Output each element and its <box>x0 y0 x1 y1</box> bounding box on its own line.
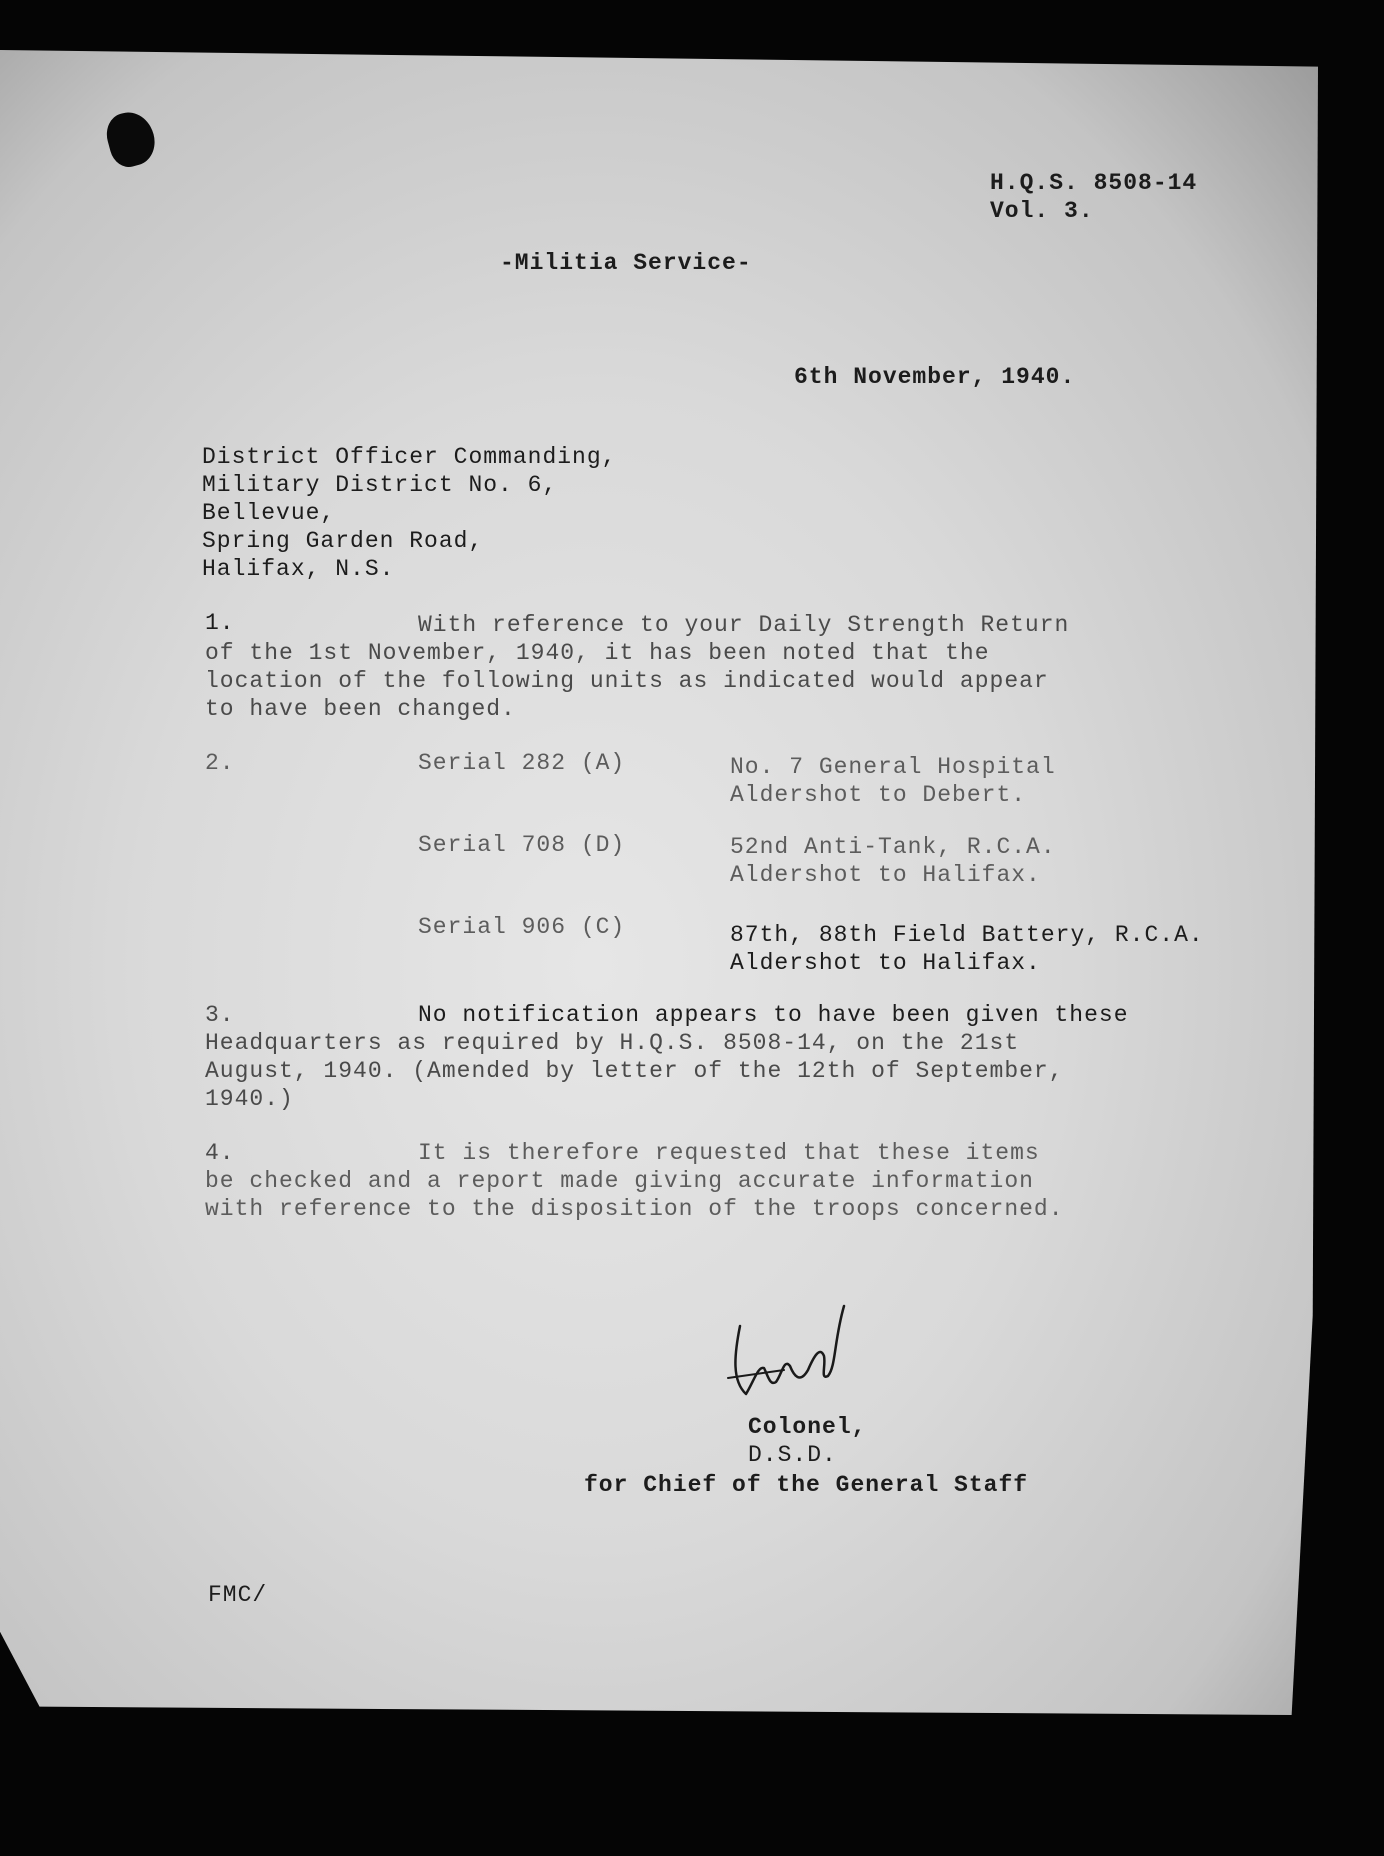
paragraph-line: With reference to your Daily Strength Return <box>418 612 1070 638</box>
unit-move: Aldershot to Halifax. <box>730 950 1041 976</box>
document-heading: -Militia Service- <box>500 250 752 276</box>
address-line: Halifax, N.S. <box>202 556 395 582</box>
paragraph-line: Headquarters as required by H.Q.S. 8508-14, on the 21st <box>205 1030 1020 1056</box>
unit-move: Aldershot to Halifax. <box>730 862 1041 888</box>
serial-number: Serial 282 (A) <box>418 750 626 776</box>
unit-move: Aldershot to Debert. <box>730 782 1027 808</box>
serial-number: Serial 906 (C) <box>418 914 626 940</box>
signature-office: D.S.D. <box>748 1442 837 1468</box>
letter-date: 6th November, 1940. <box>794 364 1076 390</box>
signature-rank: Colonel, <box>748 1414 867 1440</box>
handwritten-signature <box>724 1296 854 1406</box>
file-reference-line1: H.Q.S. 8508-14 <box>990 170 1198 196</box>
unit-name: 87th, 88th Field Battery, R.C.A. <box>730 922 1204 948</box>
paragraph-line: be checked and a report made giving accurate information <box>205 1168 1034 1194</box>
paragraph-line: No notification appears to have been given these <box>418 1002 1129 1028</box>
unit-name: No. 7 General Hospital <box>730 754 1056 780</box>
paragraph-line: with reference to the disposition of the troops concerned. <box>205 1196 1064 1222</box>
file-reference-line2: Vol. 3. <box>990 198 1094 224</box>
address-line: Bellevue, <box>202 500 336 526</box>
paragraph-line: It is therefore requested that these items <box>418 1140 1040 1166</box>
paragraph-number: 4. <box>205 1140 235 1166</box>
address-line: District Officer Commanding, <box>202 444 617 470</box>
paragraph-line: August, 1940. (Amended by letter of the 12th of September, <box>205 1058 1064 1084</box>
paragraph-number: 2. <box>205 750 235 776</box>
paragraph-number: 3. <box>205 1002 235 1028</box>
address-line: Military District No. 6, <box>202 472 558 498</box>
paragraph-line: 1940.) <box>205 1086 294 1112</box>
paragraph-line: location of the following units as indicated would appear <box>205 668 1049 694</box>
address-line: Spring Garden Road, <box>202 528 484 554</box>
serial-number: Serial 708 (D) <box>418 832 626 858</box>
paragraph-number: 1. <box>205 610 235 636</box>
document-page <box>0 50 1318 1715</box>
paragraph-line: of the 1st November, 1940, it has been noted that the <box>205 640 990 666</box>
paragraph-line: to have been changed. <box>205 696 516 722</box>
signature-for-line: for Chief of the General Staff <box>584 1472 1029 1498</box>
unit-name: 52nd Anti-Tank, R.C.A. <box>730 834 1056 860</box>
typist-initials: FMC/ <box>208 1582 268 1608</box>
